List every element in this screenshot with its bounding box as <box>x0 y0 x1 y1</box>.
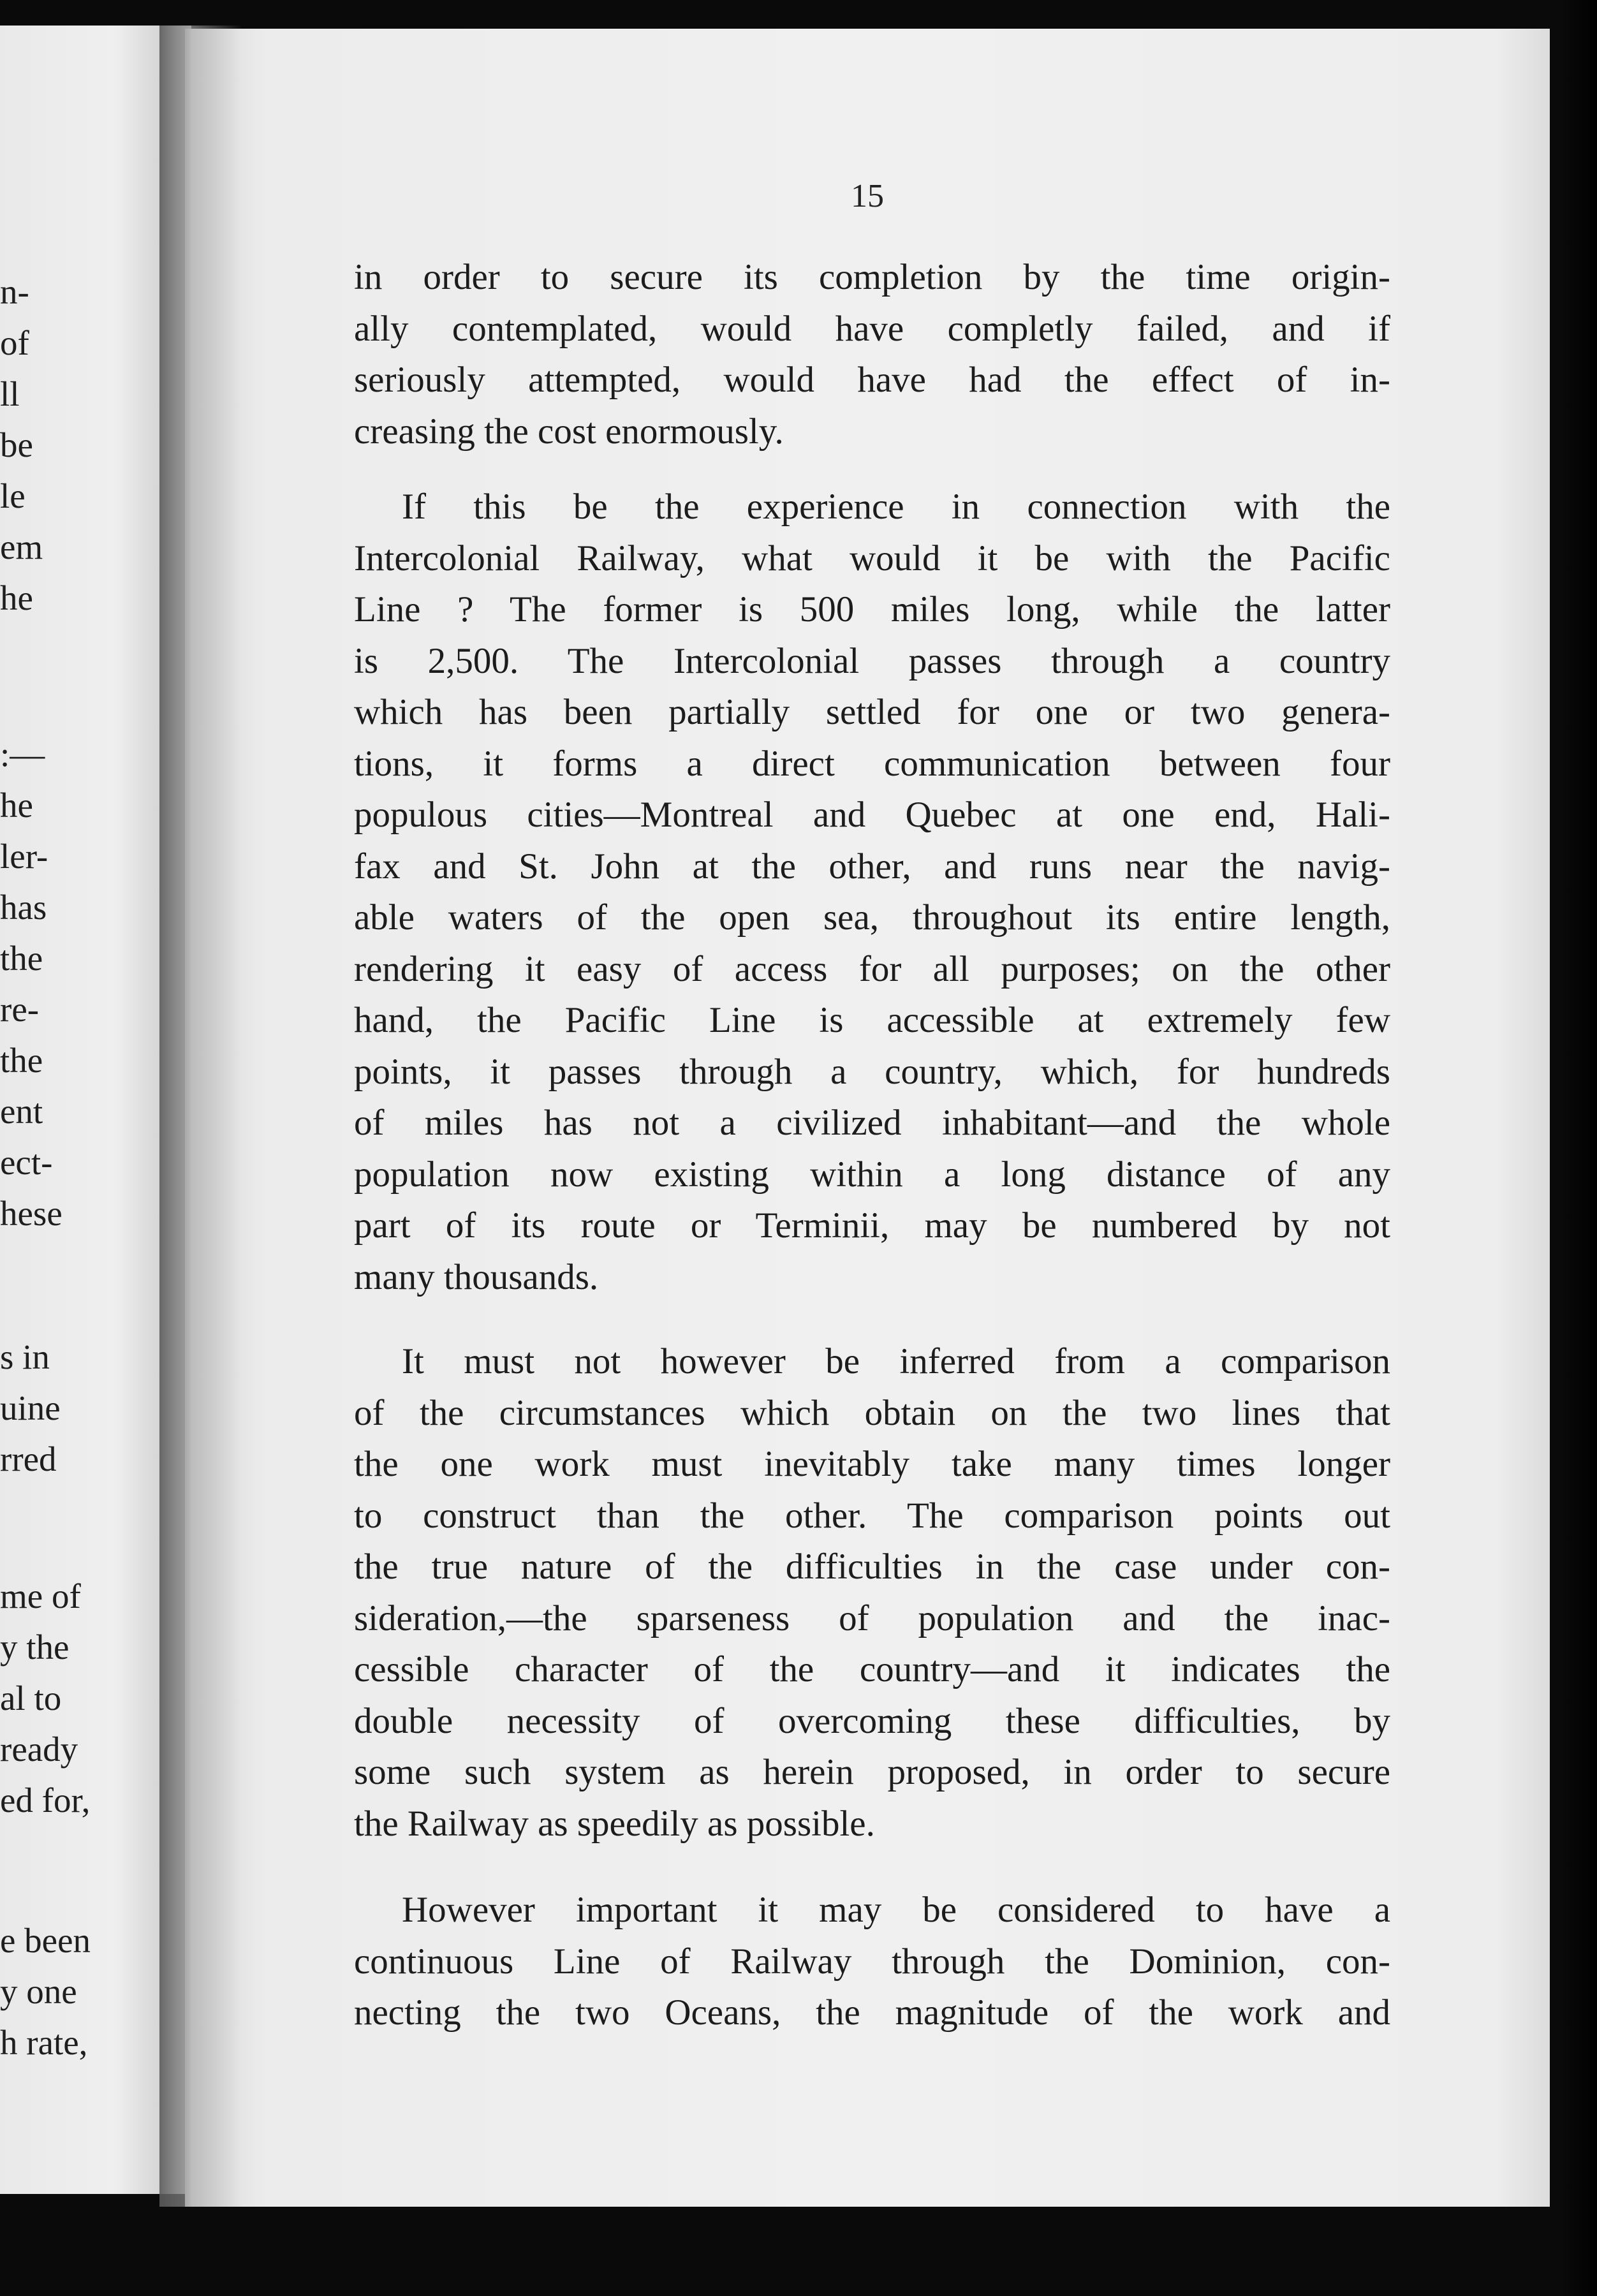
text-line: to construct than the other. The comparison points out <box>354 1495 1390 1536</box>
text-line: tions, it forms a direct communication between four <box>354 743 1390 784</box>
left-fragment-line: has <box>0 888 47 927</box>
left-fragment-line: be <box>0 425 33 464</box>
text-line: necting the two Oceans, the magnitude of the work and <box>354 1992 1390 2033</box>
text-line: of the circumstances which obtain on the two lines that <box>354 1392 1390 1433</box>
text-line: continuous Line of Railway through the Dominion, con- <box>354 1941 1390 1982</box>
text-line: the Railway as speedily as possible. <box>354 1803 875 1844</box>
text-line: able waters of the open sea, throughout its entire length, <box>354 897 1390 938</box>
left-fragment-line: rred <box>0 1439 57 1478</box>
left-fragment-line: y the <box>0 1628 70 1667</box>
left-fragment-line: ed for, <box>0 1781 91 1820</box>
left-fragment-line: the <box>0 1041 43 1080</box>
text-line: which has been partially settled for one or two genera- <box>354 692 1390 732</box>
text-line: populous cities—Montreal and Quebec at one end, Hali- <box>354 795 1390 835</box>
left-fragment-line: e been <box>0 1921 91 1960</box>
text-line: the true nature of the difficulties in the case under con- <box>354 1547 1390 1587</box>
left-fragment-line: h rate, <box>0 2023 88 2062</box>
scan-edge-shadow <box>1559 0 1597 2296</box>
text-line: However important it may be considered to have a <box>402 1890 1390 1930</box>
text-line: many thousands. <box>354 1256 599 1297</box>
text-line: seriously attempted, would have had the effect of in- <box>354 360 1390 400</box>
text-line: creasing the cost enormously. <box>354 411 784 452</box>
text-line: points, it passes through a country, which, for hundreds <box>354 1051 1390 1092</box>
left-fragment-line: em <box>0 527 43 566</box>
text-line: is 2,500. The Intercolonial passes through a country <box>354 640 1390 681</box>
left-fragment-line: re- <box>0 990 40 1029</box>
left-fragment-line: he <box>0 578 33 617</box>
left-fragment-line: ent <box>0 1092 43 1131</box>
text-line: If this be the experience in connection with the <box>402 487 1390 527</box>
text-line: It must not however be inferred from a comparison <box>402 1341 1390 1381</box>
text-line: part of its route or Terminii, may be numbered by not <box>354 1205 1390 1246</box>
left-fragment-line: ready <box>0 1730 78 1769</box>
paragraph-4 <box>354 1885 1390 2039</box>
text-line: some such system as herein proposed, in order to secure <box>354 1752 1390 1792</box>
left-fragment-line: me of <box>0 1577 81 1615</box>
left-fragment-line: ler- <box>0 837 48 876</box>
left-fragment-line: :— <box>0 735 45 774</box>
text-line: double necessity of overcoming these difficulties, by <box>354 1700 1390 1741</box>
paragraph-1 <box>354 252 1390 457</box>
text-line: of miles has not a civilized inhabitant—and the whole <box>354 1103 1390 1143</box>
left-fragment-line: hese <box>0 1194 63 1233</box>
text-line: hand, the Pacific Line is accessible at extremely few <box>354 1000 1390 1040</box>
paragraph-2 <box>354 482 1390 1303</box>
left-fragment-line: ect- <box>0 1143 53 1182</box>
text-line: sideration,—the sparseness of population and the inac- <box>354 1598 1390 1638</box>
left-fragment-line: al to <box>0 1679 62 1718</box>
left-fragment-line: n- <box>0 272 29 311</box>
left-fragment-line: ll <box>0 374 20 413</box>
left-fragment-line: the <box>0 939 43 978</box>
text-line: fax and St. John at the other, and runs near the navig- <box>354 846 1390 887</box>
left-fragment-line: he <box>0 786 33 825</box>
paragraph-3 <box>354 1336 1390 1850</box>
text-line: rendering it easy of access for all purposes; on the other <box>354 948 1390 989</box>
text-line: Line ? The former is 500 miles long, while the latter <box>354 589 1390 629</box>
text-line: cessible character of the country—and it indicates the <box>354 1649 1390 1689</box>
left-fragment-line: s in <box>0 1337 50 1376</box>
left-fragment-line: uine <box>0 1388 61 1427</box>
text-line: population now existing within a long distance of any <box>354 1154 1390 1195</box>
page-gutter-shadow <box>159 26 242 2207</box>
text-line: in order to secure its completion by the time origin- <box>354 257 1390 297</box>
left-fragment-line: le <box>0 476 26 515</box>
text-line: ally contemplated, would have completly failed, and if <box>354 308 1390 349</box>
text-line: Intercolonial Railway, what would it be with the Pacific <box>354 538 1390 578</box>
left-fragment-line: of <box>0 323 29 362</box>
page-number: 15 <box>851 178 884 214</box>
text-line: the one work must inevitably take many times longer <box>354 1444 1390 1484</box>
left-fragment-line: y one <box>0 1972 77 2011</box>
